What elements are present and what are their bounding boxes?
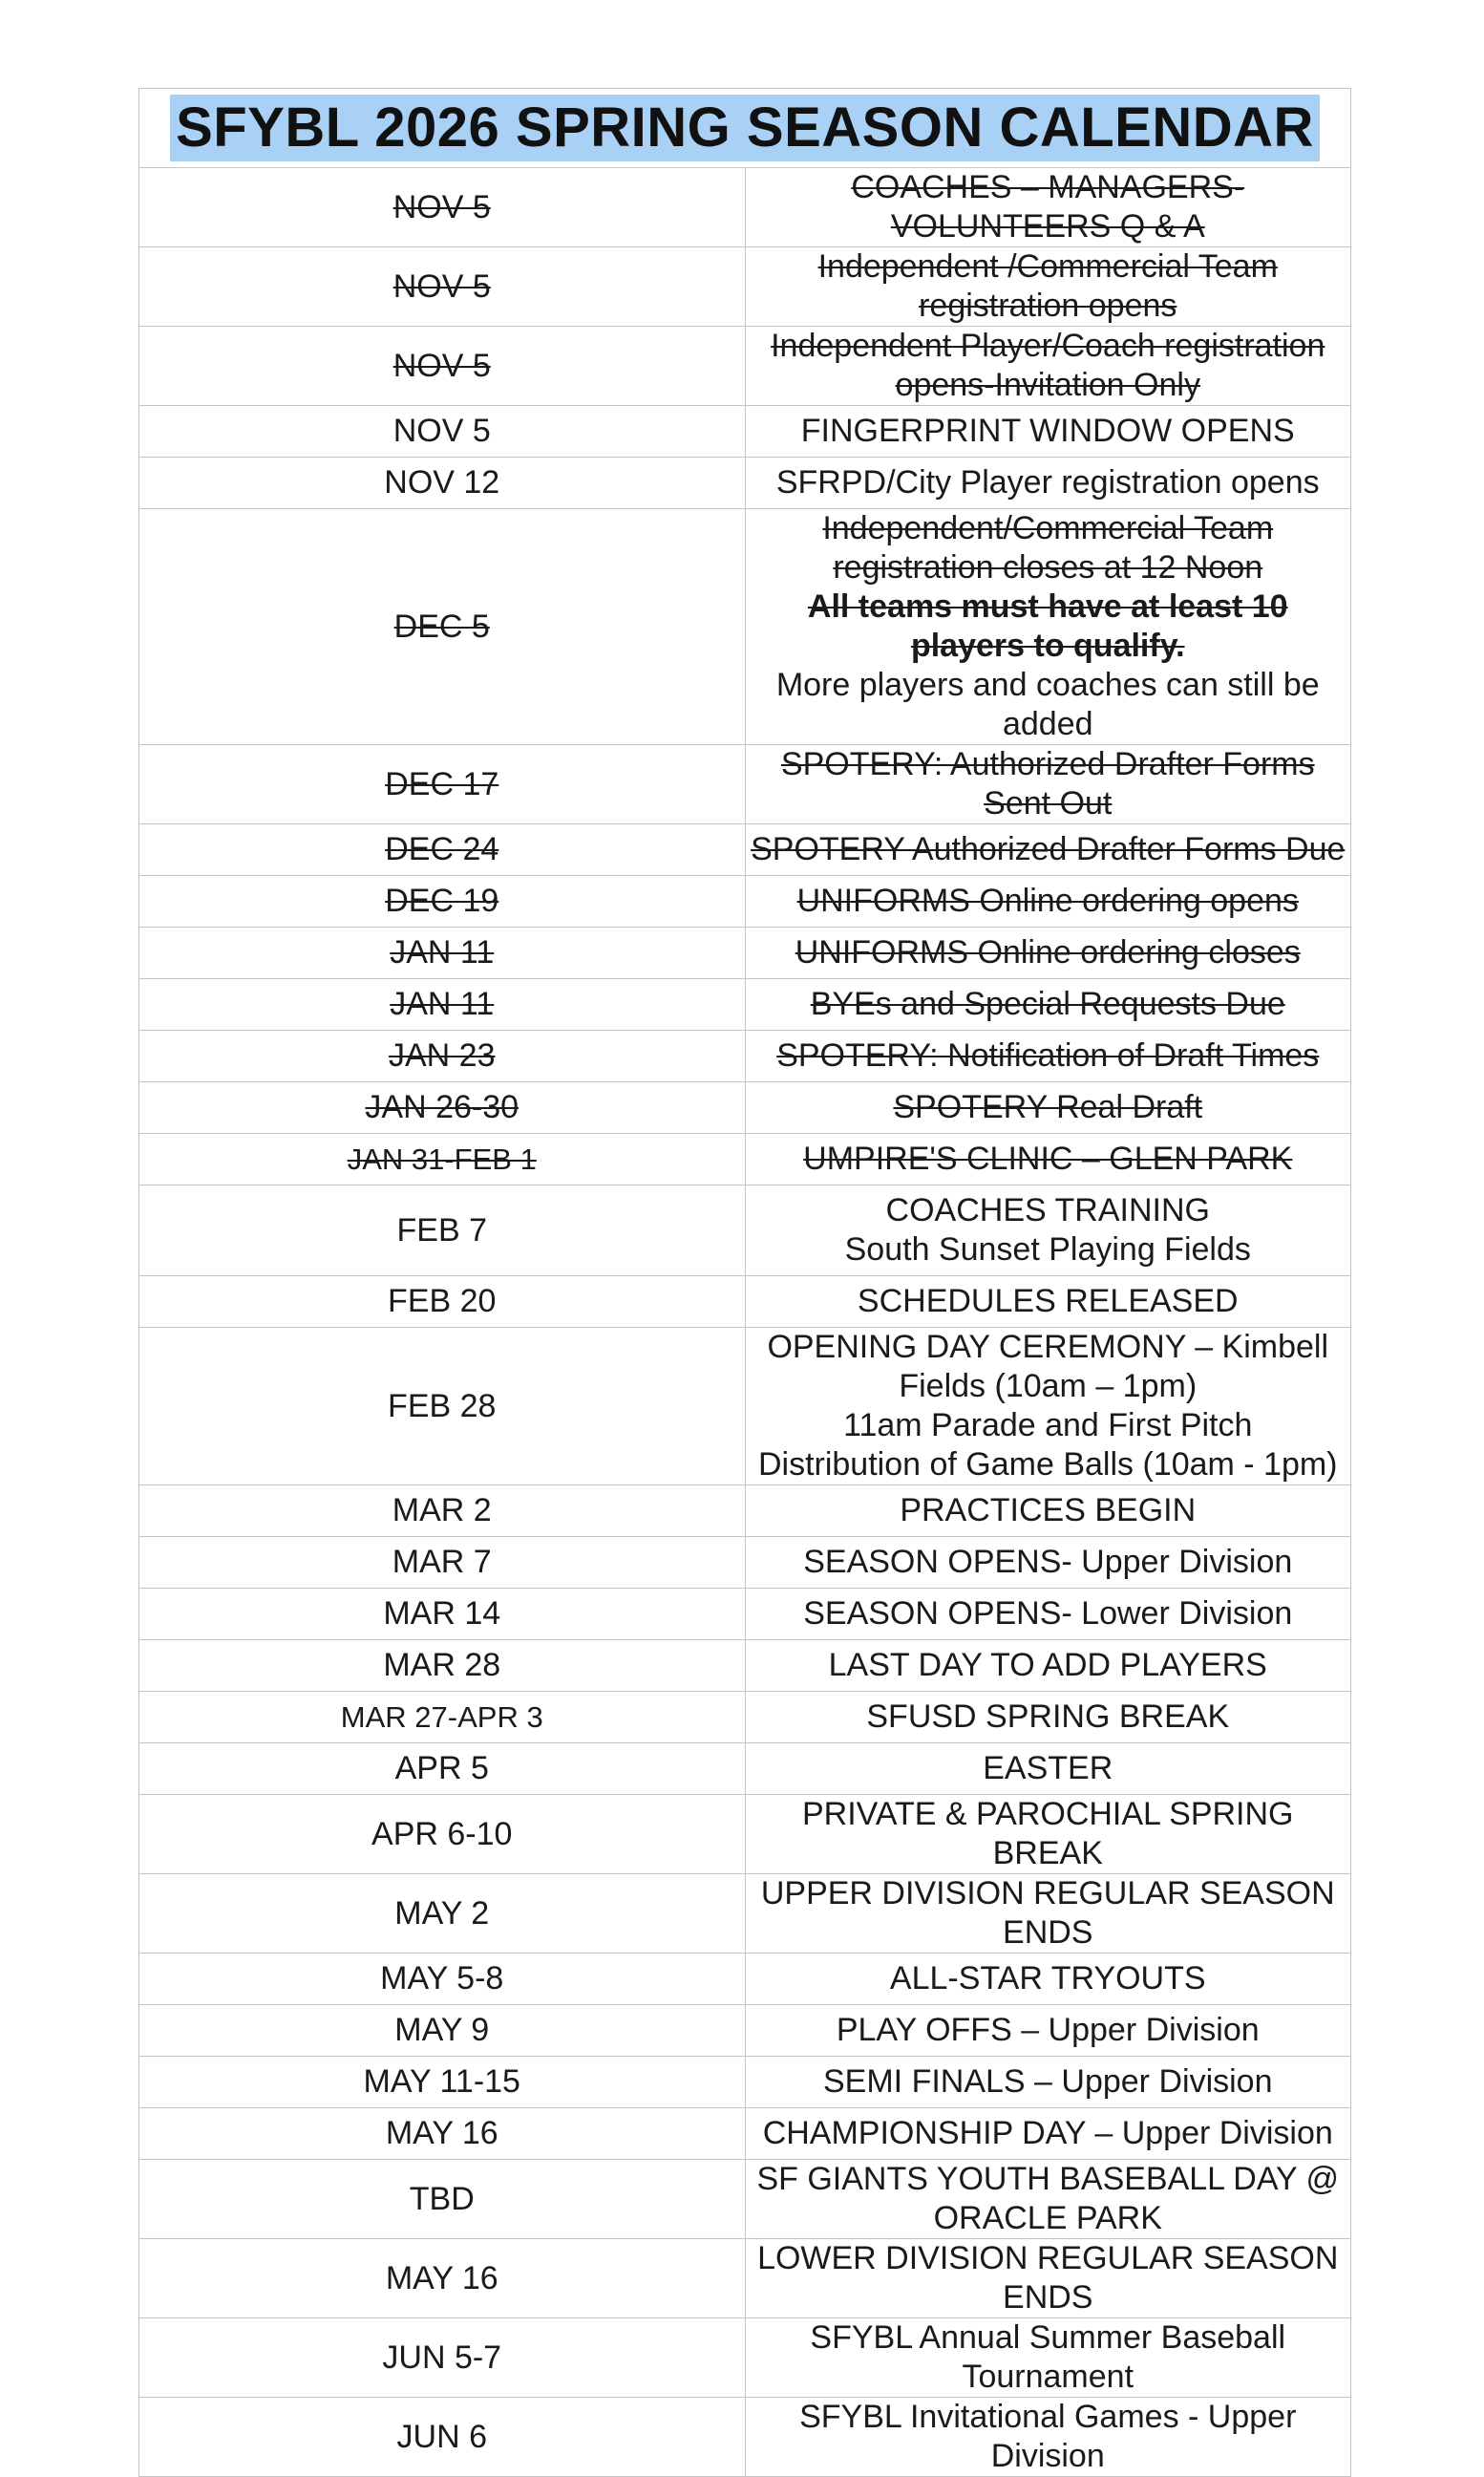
calendar-row (139, 928, 1351, 979)
event-line: COACHES TRAINING (885, 1192, 1210, 1228)
event-date-text: TBD (409, 2180, 475, 2217)
event-description (745, 1692, 1351, 1743)
event-description (745, 509, 1351, 745)
event-date (139, 1485, 746, 1537)
event-date (139, 979, 746, 1031)
calendar-row (139, 1031, 1351, 1082)
event-description (745, 1031, 1351, 1082)
event-description (745, 2160, 1351, 2239)
calendar-row (139, 2239, 1351, 2318)
event-line: SPOTERY Real Draft (893, 1089, 1203, 1125)
event-description (745, 1874, 1351, 1954)
event-date (139, 2005, 746, 2057)
event-line: SEASON OPENS- Upper Division (803, 1544, 1293, 1580)
event-date (139, 2239, 746, 2318)
title-cell (139, 89, 1351, 168)
event-date-text: MAR 14 (383, 1595, 501, 1632)
event-date (139, 1082, 746, 1134)
event-description (745, 1082, 1351, 1134)
calendar-row (139, 824, 1351, 876)
calendar-row (139, 509, 1351, 745)
calendar-row (139, 168, 1351, 247)
event-line: ALL-STAR TRYOUTS (889, 1960, 1206, 1997)
event-description (745, 1185, 1351, 1276)
event-line: SFYBL Annual Summer Baseball Tournament (810, 2319, 1286, 2395)
calendar-title: SFYBL 2026 SPRING SEASON CALENDAR (170, 95, 1320, 161)
calendar-row (139, 1328, 1351, 1485)
calendar-row (139, 2398, 1351, 2477)
event-line: SFUSD SPRING BREAK (866, 1698, 1230, 1735)
event-date (139, 1589, 746, 1640)
event-description (745, 2057, 1351, 2108)
calendar-row (139, 247, 1351, 327)
event-date-text: DEC 17 (385, 765, 499, 802)
event-description (745, 1954, 1351, 2005)
event-description (745, 1276, 1351, 1328)
event-date-text: MAY 2 (394, 1894, 490, 1932)
calendar-row (139, 876, 1351, 928)
event-date (139, 458, 746, 509)
event-description (745, 876, 1351, 928)
event-description (745, 406, 1351, 458)
event-line: CHAMPIONSHIP DAY – Upper Division (762, 2115, 1333, 2151)
event-line: SPOTERY: Authorized Drafter Forms Sent Out (780, 746, 1315, 822)
event-line: SEASON OPENS- Lower Division (803, 1595, 1293, 1632)
event-date-text: FEB 20 (388, 1283, 497, 1319)
event-line: PRIVATE & PAROCHIAL SPRING BREAK (801, 1796, 1294, 1871)
event-line: SF GIANTS YOUTH BASEBALL DAY @ ORACLE PARK (756, 2161, 1340, 2236)
event-date-text: MAR 27-APR 3 (340, 1700, 543, 1734)
event-date-text: MAY 11-15 (363, 2063, 520, 2100)
event-date-text: NOV 12 (384, 464, 500, 501)
event-line: SPOTERY Authorized Drafter Forms Due (751, 831, 1346, 867)
event-date-text: JUN 6 (396, 2418, 487, 2455)
event-line: SEMI FINALS – Upper Division (823, 2063, 1273, 2100)
event-date (139, 745, 746, 824)
event-date-text: JAN 11 (390, 934, 495, 971)
calendar-row (139, 458, 1351, 509)
event-description (745, 824, 1351, 876)
event-date (139, 1874, 746, 1954)
event-description (745, 1328, 1351, 1485)
calendar-row (139, 2057, 1351, 2108)
event-date-text: JAN 11 (390, 986, 495, 1022)
event-date-text: NOV 5 (392, 267, 491, 305)
calendar-row (139, 1743, 1351, 1795)
calendar-row (139, 1537, 1351, 1589)
calendar-row (139, 1276, 1351, 1328)
calendar-row (139, 1874, 1351, 1954)
event-line: SPOTERY: Notification of Draft Times (776, 1037, 1320, 1074)
event-date (139, 1954, 746, 2005)
event-date-text: JAN 23 (389, 1037, 496, 1074)
calendar-body (139, 89, 1351, 2477)
event-date (139, 2108, 746, 2160)
event-line: Distribution of Game Balls (10am - 1pm) (757, 1446, 1338, 1483)
event-description (745, 247, 1351, 327)
calendar-row (139, 2160, 1351, 2239)
event-date (139, 1031, 746, 1082)
event-date (139, 509, 746, 745)
event-description (745, 168, 1351, 247)
event-description (745, 928, 1351, 979)
event-description (745, 2318, 1351, 2398)
calendar-row (139, 1795, 1351, 1874)
event-line: All teams must have at least 10 players to qualify. (807, 588, 1288, 664)
event-date-text: MAY 5-8 (380, 1960, 504, 1997)
event-date (139, 406, 746, 458)
event-line: SFRPD/City Player registration opens (775, 464, 1320, 501)
event-date-text: NOV 5 (392, 347, 491, 384)
event-date-text: MAR 2 (392, 1492, 492, 1528)
event-description (745, 2108, 1351, 2160)
event-date-text: NOV 5 (392, 188, 491, 225)
event-date-text: MAY 16 (385, 2259, 498, 2296)
event-line: UNIFORMS Online ordering closes (795, 934, 1301, 971)
event-date (139, 1537, 746, 1589)
calendar-row (139, 979, 1351, 1031)
event-date-text: APR 6-10 (371, 1815, 513, 1852)
event-date (139, 2057, 746, 2108)
event-date (139, 2160, 746, 2239)
calendar-row (139, 2318, 1351, 2398)
event-date-text: DEC 19 (385, 883, 499, 919)
event-description (745, 1589, 1351, 1640)
event-line: South Sunset Playing Fields (844, 1231, 1251, 1268)
event-date-text: NOV 5 (392, 413, 491, 449)
event-description (745, 2239, 1351, 2318)
event-date (139, 1185, 746, 1276)
event-date (139, 1743, 746, 1795)
event-date (139, 1640, 746, 1692)
event-line: SCHEDULES RELEASED (857, 1283, 1239, 1319)
event-date (139, 2318, 746, 2398)
event-description (745, 1134, 1351, 1185)
event-line: PLAY OFFS – Upper Division (836, 2012, 1260, 2048)
event-date-text: APR 5 (394, 1750, 489, 1786)
event-date-text: MAY 9 (394, 2012, 490, 2048)
event-date-text: MAR 7 (392, 1544, 492, 1580)
title-row (139, 89, 1351, 168)
event-date-text: MAY 16 (385, 2115, 498, 2151)
calendar-row (139, 1082, 1351, 1134)
event-line: UPPER DIVISION REGULAR SEASON ENDS (760, 1875, 1335, 1951)
event-date (139, 1276, 746, 1328)
event-line: OPENING DAY CEREMONY – Kimbell Fields (10am – 1pm) (767, 1329, 1329, 1404)
event-description (745, 1485, 1351, 1537)
event-date (139, 327, 746, 406)
calendar-row (139, 1589, 1351, 1640)
calendar-row (139, 1185, 1351, 1276)
calendar-row (139, 406, 1351, 458)
event-date-text: DEC 24 (385, 831, 499, 867)
event-date (139, 1795, 746, 1874)
event-date-text: JUN 5-7 (382, 2338, 502, 2376)
event-date (139, 1692, 746, 1743)
event-line: EASTER (983, 1750, 1113, 1786)
event-date-text: DEC 5 (393, 608, 490, 645)
calendar-row (139, 1954, 1351, 2005)
event-date-text: JAN 31-FEB 1 (347, 1142, 537, 1176)
calendar-row (139, 1692, 1351, 1743)
event-description (745, 1640, 1351, 1692)
event-description (745, 327, 1351, 406)
event-description (745, 2005, 1351, 2057)
event-line: More players and coaches can still be added (775, 667, 1320, 742)
event-line: Independent Player/Coach registration opens-Invitation Only (771, 328, 1325, 403)
event-description (745, 2398, 1351, 2477)
calendar-row (139, 1134, 1351, 1185)
event-date (139, 247, 746, 327)
calendar-row (139, 327, 1351, 406)
event-date-text: FEB 28 (388, 1387, 497, 1424)
event-description (745, 1795, 1351, 1874)
event-line: FINGERPRINT WINDOW OPENS (800, 413, 1295, 449)
event-line: Independent /Commercial Team registration opens (817, 248, 1278, 324)
calendar-row (139, 1485, 1351, 1537)
event-description (745, 458, 1351, 509)
event-description (745, 1743, 1351, 1795)
event-line: Independent/Commercial Team registration closes at 12 Noon (822, 510, 1274, 586)
event-date (139, 1134, 746, 1185)
event-line: BYEs and Special Requests Due (810, 986, 1285, 1022)
event-date-text: JAN 26-30 (365, 1089, 519, 1125)
event-line: UMPIRE'S CLINIC – GLEN PARK (803, 1141, 1293, 1177)
calendar-row (139, 2005, 1351, 2057)
event-line: 11am Parade and First Pitch (843, 1407, 1253, 1443)
event-date-text: FEB 7 (396, 1211, 487, 1249)
calendar-row (139, 745, 1351, 824)
event-date (139, 168, 746, 247)
event-date (139, 824, 746, 876)
event-line: SFYBL Invitational Games - Upper Division (799, 2399, 1297, 2474)
event-line: LAST DAY TO ADD PLAYERS (828, 1647, 1267, 1683)
event-date-text: MAR 28 (383, 1647, 501, 1683)
event-description (745, 1537, 1351, 1589)
event-date (139, 1328, 746, 1485)
event-line: COACHES – MANAGERS-VOLUNTEERS Q & A (851, 169, 1245, 245)
event-line: UNIFORMS Online ordering opens (796, 883, 1299, 919)
season-calendar-table (138, 88, 1351, 2477)
calendar-row (139, 2108, 1351, 2160)
event-date (139, 876, 746, 928)
calendar-row (139, 1640, 1351, 1692)
event-date (139, 2398, 746, 2477)
event-line: PRACTICES BEGIN (900, 1492, 1197, 1528)
event-date (139, 928, 746, 979)
event-line: LOWER DIVISION REGULAR SEASON ENDS (757, 2240, 1339, 2316)
event-description (745, 979, 1351, 1031)
event-description (745, 745, 1351, 824)
